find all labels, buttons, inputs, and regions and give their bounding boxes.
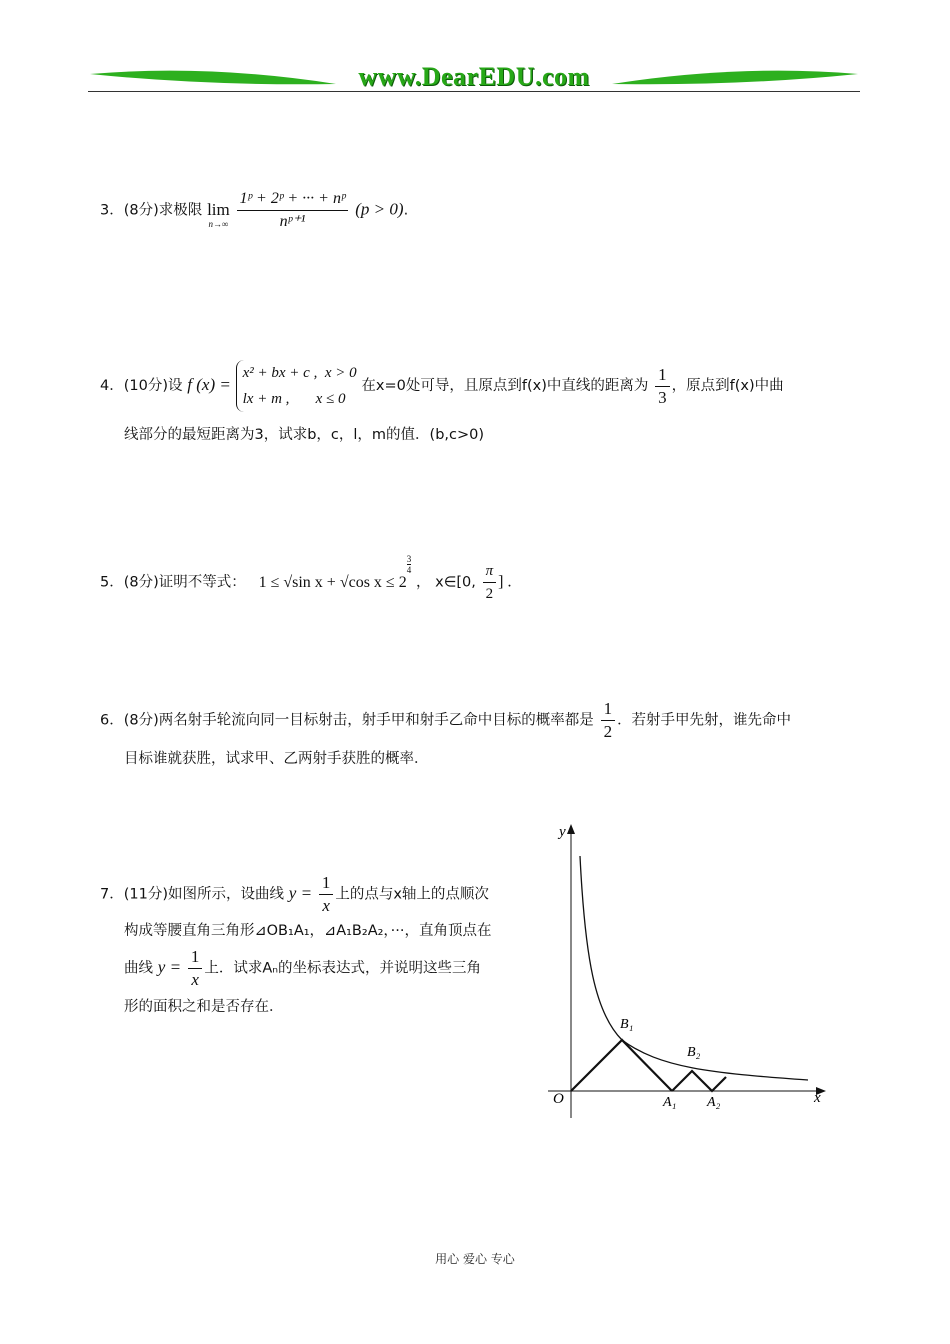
figure-B1-label: B₁ [620, 1017, 634, 1032]
q7-fraction-repeat [188, 946, 203, 991]
q5-range-a: ， x∈[0, [416, 574, 476, 591]
q3-frac-num: 1ᵖ + 2ᵖ + ··· + nᵖ [237, 188, 349, 211]
question-6: 6．(8分)两名射手轮流向同一目标射击，射手甲和射手乙命中目标的概率都是 $\frac{1}{2}$ ．若射手甲先射，谁先命中 [100, 699, 792, 741]
q4-score: (10分) [123, 378, 168, 394]
q3-condition: (p > 0) [355, 199, 404, 219]
q6-text-b: ．若射手甲先射，谁先命中 [617, 712, 792, 729]
q4-piecewise [236, 360, 357, 412]
q4-text-b: 在x=0处可导，且原点到f(x)中直线的距离为 [361, 378, 649, 394]
figure-B2-label: B₂ [687, 1045, 701, 1060]
q3-fraction [237, 188, 349, 233]
q7-frac-num-repeat: 1 [188, 946, 203, 969]
q3-lim-sub: n→∞ [208, 218, 229, 229]
triangle-OB1A1 [571, 1040, 672, 1091]
q5-range-num: π [483, 560, 497, 583]
q7-score: (11分) [123, 886, 168, 903]
figure-A1-label: A₁ [663, 1095, 677, 1110]
q7-frac-num: 1 [319, 872, 334, 895]
q6-fraction [601, 698, 616, 743]
question-4: 4．(10分)设 f (x) = x² + bx + c , x > 0 lx + m , x ≤ 0 在x=0处可导，且原点到f(x)中直线的距离为 $\frac{1}{3}$ ，原点到f(x)中曲 [100, 360, 784, 412]
q3-number: 3 [100, 202, 110, 219]
figure-x-label: x [814, 1090, 821, 1106]
q7-frac-den: x [322, 896, 330, 915]
q7-text-a: 如图所示，设曲线 [168, 886, 284, 903]
q3-score: (8分) [123, 202, 159, 219]
q4-case-2: lx + m , x ≤ 0 [242, 391, 346, 407]
figure-origin-label: O [553, 1091, 564, 1107]
question-3: 3．(8分)求极限 lim n→∞ $\frac{\text{1ᵖ + 2ᵖ + ··· + nᵖ}}{\text{nᵖ⁺¹}}$ (p > 0). [100, 188, 408, 233]
q5-number: 5 [100, 574, 110, 591]
q5-inequality: 1 ≤ √sin x + √cos x ≤ 2 [258, 573, 407, 591]
q4-frac-num: 1 [655, 364, 670, 387]
q7-line-3 [124, 946, 481, 991]
q5-exponent [407, 554, 412, 575]
q4-text-c: ，原点到f(x)中曲 [671, 378, 784, 394]
page-footer: 用心 爱心 专心 [435, 1252, 515, 1266]
q5-range-den: 2 [485, 586, 494, 602]
q5-range-fraction [483, 560, 497, 605]
q4-frac-den: 3 [658, 387, 667, 407]
q5-range-b: ] . [498, 573, 512, 591]
q4-fraction [655, 364, 670, 409]
q7-fraction [319, 872, 334, 917]
q5-score: (8分) [123, 574, 159, 591]
q7-line-4: 形的面积之和是否存在． [124, 999, 284, 1015]
q7-curve: y = [288, 883, 313, 903]
q4-line-2: 线部分的最短距离为3，试求b，c，l，m的值．(b,c>0) [124, 427, 485, 443]
q6-number: 6 [100, 712, 110, 729]
q7-curve-repeat: y = [157, 957, 182, 977]
page-header [88, 60, 860, 96]
q3-limit [207, 201, 230, 229]
q6-text-a: 两名射手轮流向同一目标射击，射手甲和射手乙命中目标的概率都是 [158, 712, 594, 729]
q7-line-3-a: 曲线 [124, 960, 153, 977]
figure-A2-label: A₂ [707, 1095, 721, 1110]
figure-y-label: y [559, 824, 566, 840]
header-rule [88, 91, 860, 92]
q7-text-b: 上的点与x轴上的点顺次 [335, 886, 489, 903]
q7-number: 7 [100, 886, 110, 903]
q5-exp-num: 3 [406, 554, 412, 564]
q3-lim: lim [207, 199, 230, 219]
q7-line-2: 构成等腰直角三角形⊿OB₁A₁，⊿A₁B₂A₂，···，直角顶点在 [124, 923, 492, 939]
q3-end: . [403, 202, 409, 219]
q5-text: 证明不等式： [158, 574, 246, 591]
q6-line-2: 目标谁就获胜，试求甲、乙两射手获胜的概率． [124, 751, 429, 767]
q6-frac-num: 1 [601, 698, 616, 721]
q3-text: 求极限 [158, 202, 203, 219]
y-axis-arrow-icon [567, 824, 575, 834]
q6-score: (8分) [123, 712, 159, 729]
question-7: 7．(11分)如图所示，设曲线 y = $\frac{1}{x}$ 上的点与x轴上的点顺次 [100, 873, 489, 915]
q4-number: 4 [100, 378, 110, 394]
q4-function: f (x) = [187, 375, 231, 394]
q3-frac-den: nᵖ⁺¹ [279, 213, 306, 230]
q4-case-1: x² + bx + c , x > 0 [242, 365, 357, 381]
q6-frac-den: 2 [603, 722, 613, 741]
q7-line-3-b: 上．试求Aₙ的坐标表达式，并说明这些三角 [204, 960, 482, 977]
hyperbola-triangle-figure [540, 818, 840, 1128]
triangle-A1B2A2 [672, 1071, 726, 1091]
q7-frac-den-repeat: x [191, 970, 199, 989]
site-logo: www.DearEDU.com [358, 62, 590, 91]
question-5: 5．(8分)证明不等式： 1 ≤ √sin x + √cos x ≤ 2 $\frac{3}{4}$ ， x∈[0, $\frac{\pi}{2}$ ] . [100, 560, 511, 605]
q5-exp-den: 4 [406, 565, 412, 575]
q4-text-a: 设 [168, 378, 183, 394]
